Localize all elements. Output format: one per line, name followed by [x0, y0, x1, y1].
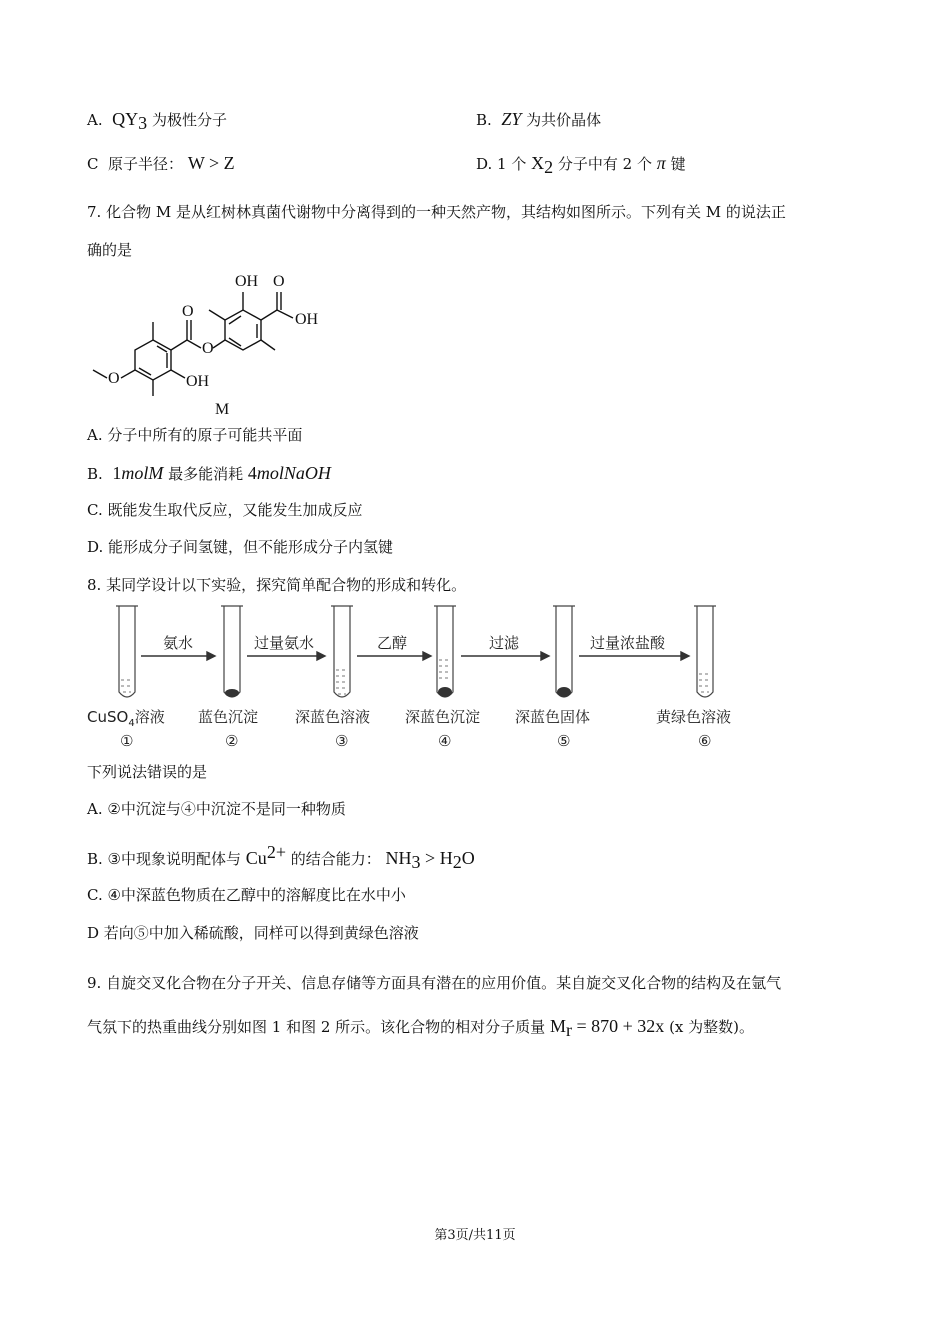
q8-question: 下列说法错误的是	[87, 763, 208, 781]
label-oh-top: OH	[235, 273, 259, 290]
q6-option-a: A. $QY_3$ 为极性分子	[87, 109, 227, 133]
q7-option-b: B. 1molM 最多能消耗 4molNaOH	[87, 463, 331, 483]
tube-number-1: ①	[120, 732, 134, 750]
tube-label-4: 深蓝色沉淀	[405, 708, 481, 726]
tube-label-5: 深蓝色固体	[515, 708, 591, 726]
tube-label-3: 深蓝色溶液	[295, 708, 371, 726]
tube-number-5: ⑤	[557, 732, 571, 750]
tube-number-4: ④	[438, 732, 452, 750]
tube-number-6: ⑥	[698, 732, 712, 750]
label-compound-m: M	[215, 401, 230, 418]
tube-5	[556, 606, 572, 697]
tube-label-1: CuSO$_4$溶液	[87, 708, 165, 729]
reagent-excess-hcl: 过量浓盐酸	[590, 634, 666, 652]
label-o-ester: O	[202, 340, 214, 357]
tube-1	[119, 606, 135, 697]
tube-4	[437, 606, 453, 697]
tube-2	[224, 606, 240, 697]
tubes-drawing	[85, 600, 765, 710]
tube-label-6: 黄绿色溶液	[656, 708, 732, 726]
q8-stem: 8. 某同学设计以下实验，探究简单配合物的形成和转化。	[87, 576, 467, 594]
label-o-methoxy: O	[108, 370, 120, 387]
reagent-ethanol: 乙醇	[377, 634, 408, 652]
q7-stem-line1: 7. 化合物 M 是从红树林真菌代谢物中分离得到的一种天然产物，其结构如图所示。下列有关 M 的说法正	[87, 203, 786, 221]
tube-3	[334, 606, 350, 697]
q8-option-a: A. ②中沉淀与④中沉淀不是同一种物质	[87, 800, 346, 818]
q7-option-c: C. 既能发生取代反应，又能发生加成反应	[87, 501, 363, 519]
reagent-excess-ammonia: 过量氨水	[254, 634, 315, 652]
q7-stem-line2: 确的是	[87, 241, 133, 259]
q6-option-c: C 原子半径： W > Z	[87, 153, 235, 173]
tube-number-2: ②	[225, 732, 239, 750]
q8-option-d: D 若向⑤中加入稀硫酸，同样可以得到黄绿色溶液	[87, 924, 419, 942]
q9-line2: 气氛下的热重曲线分别如图 1 和图 2 所示。该化合物的相对分子质量 $M_r = 870 + 32x$ (x 为整数)。	[87, 1016, 754, 1040]
label-o-carbonyl-right: O	[273, 273, 285, 290]
right-ring	[225, 310, 261, 350]
tube-label-2: 蓝色沉淀	[198, 708, 259, 726]
reagent-ammonia: 氨水	[163, 634, 194, 652]
tube-number-3: ③	[335, 732, 349, 750]
compound-m-structure	[85, 262, 345, 422]
q8-option-b: B. ③中现象说明配体与 $Cu^{2+}$ 的结合能力： $NH_3 > H_2O$	[87, 842, 475, 872]
page-footer: 第3页/共11页	[434, 1228, 516, 1243]
label-oh-bottom: OH	[186, 373, 210, 390]
q6-option-d: D. 1 个 $X_2$ 分子中有 2 个 π 键	[476, 153, 686, 177]
left-ring	[135, 340, 171, 380]
q6-option-b: B. ZY 为共价晶体	[476, 109, 602, 129]
q8-option-c: C. ④中深蓝色物质在乙醇中的溶解度比在水中小	[87, 886, 406, 904]
q9-line1: 9. 自旋交叉化合物在分子开关、信息存储等方面具有潜在的应用价值。某自旋交叉化合物的结构及在氩气	[87, 974, 782, 992]
experiment-diagram	[85, 600, 765, 760]
label-o-carbonyl-left: O	[182, 303, 194, 320]
reagent-filter: 过滤	[489, 634, 520, 652]
label-oh-acid: OH	[295, 311, 319, 328]
q7-option-a: A. 分子中所有的原子可能共平面	[87, 426, 303, 444]
tube-6	[697, 606, 713, 697]
q7-option-d: D. 能形成分子间氢键，但不能形成分子内氢键	[87, 538, 394, 556]
